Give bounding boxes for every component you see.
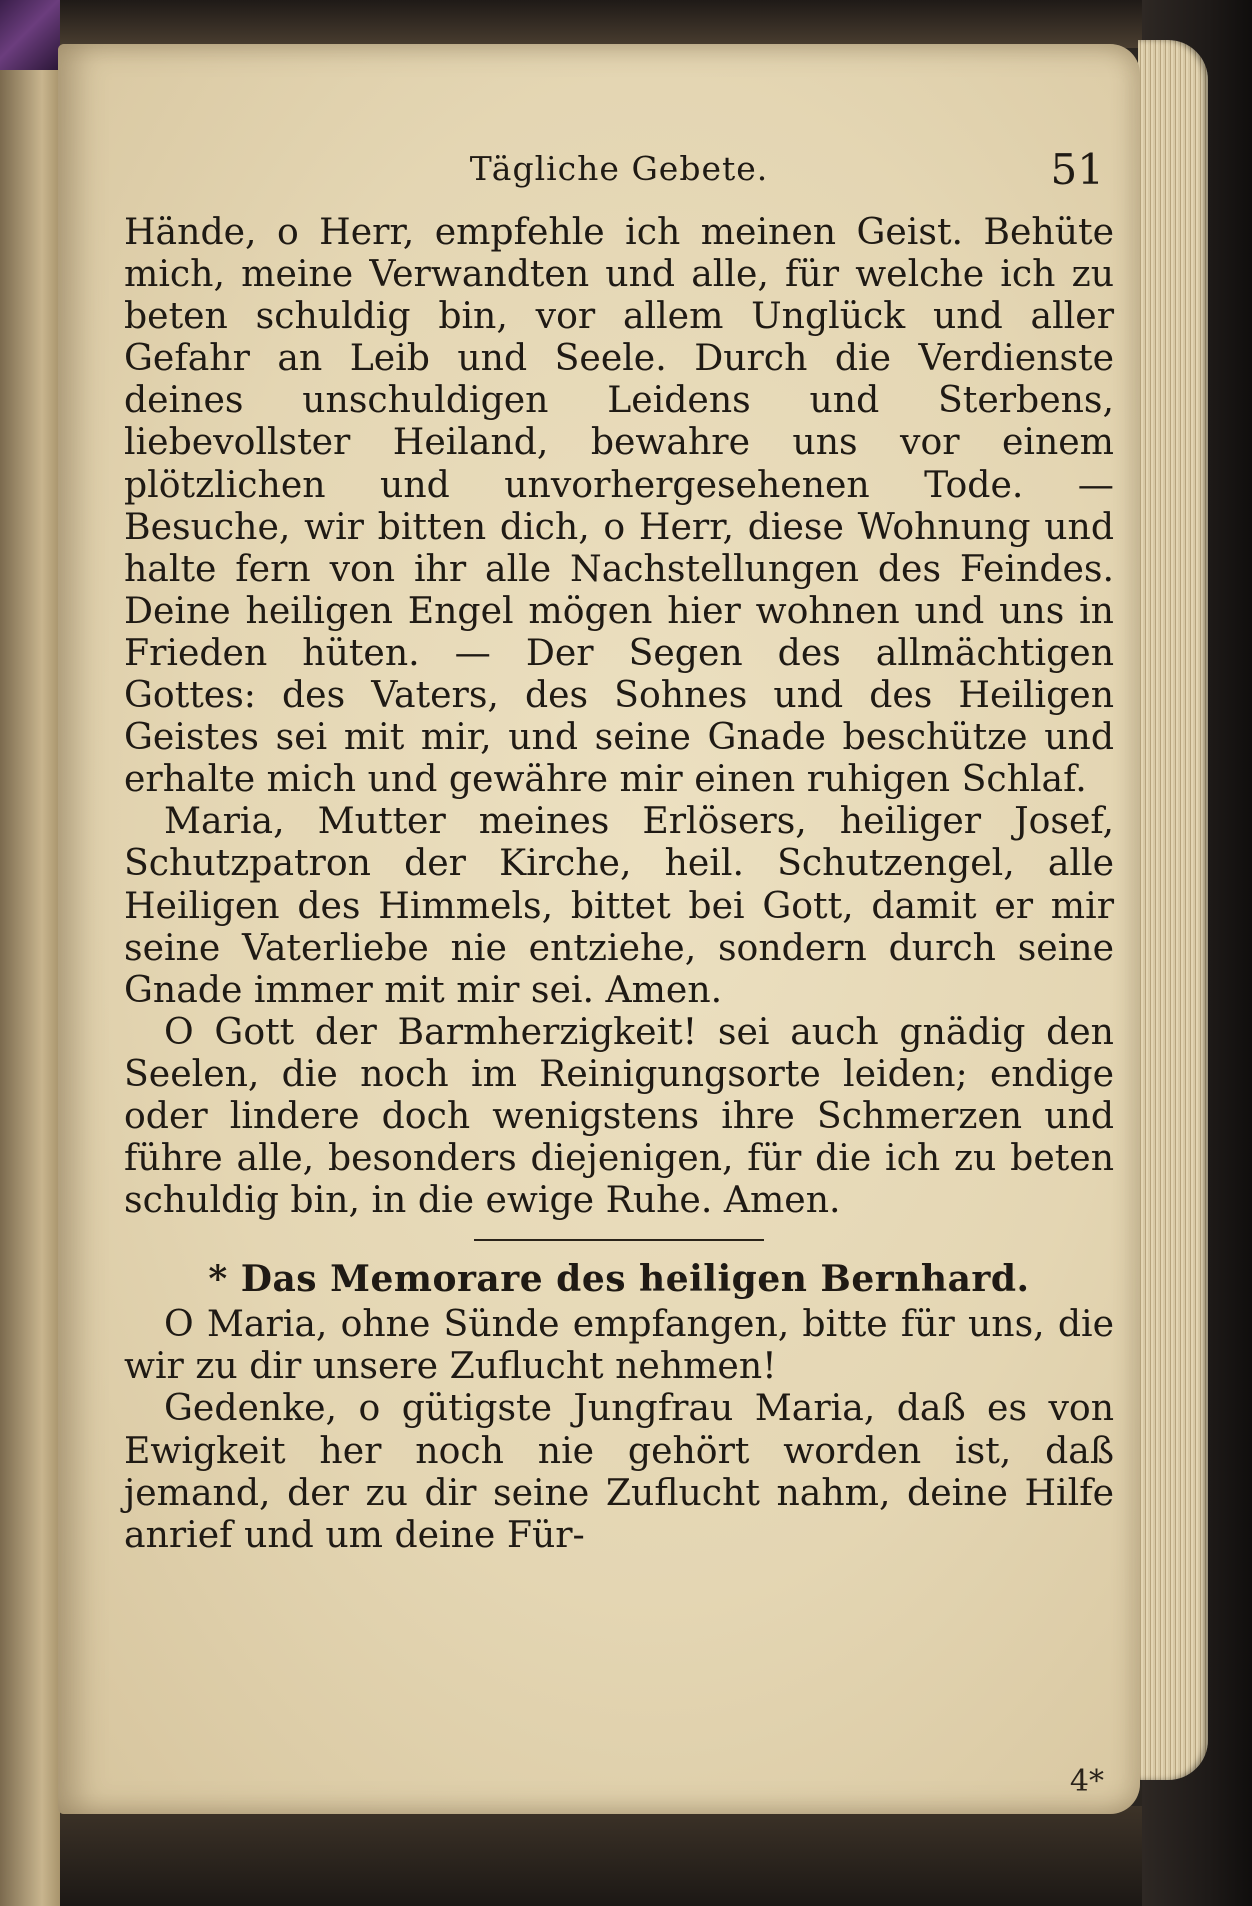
paragraph-2: Maria, Mutter meines Erlösers, heiliger Josef, Schutzpatron der Kirche, heil. Schutzengel, alle Heiligen des Himmels, bittet bei Gott, damit er mir seine Vaterliebe nie entziehe, sondern durch seine Gnade immer mit mir sei. Amen. [124, 799, 1114, 1011]
page-content [124, 145, 1114, 1556]
background-top [60, 0, 1160, 48]
section-divider [474, 1239, 764, 1241]
paragraph-3: O Gott der Barmherzigkeit! sei auch gnädig den Seelen, die noch im Reinigungsorte leiden; endige oder lindere doch wenigstens ihre Schmerzen und führe alle, besonders diejenigen, für die ich zu beten schuldig bin, in die ewige Ruhe. Amen. [124, 1009, 1114, 1222]
section-heading: * Das Memorare des heiligen Bernhard. [208, 1258, 1030, 1301]
running-head-title: Tägliche Gebete. [469, 149, 769, 188]
section-paragraph-2: Gedenke, o gütigste Jungfrau Maria, daß es von Ewigkeit her noch nie gehört worden ist, daß jemand, der zu dir seine Zuflucht nahm, deine Hilfe anrief und um deine Für- [124, 1386, 1114, 1556]
page-number: 51 [1050, 145, 1104, 194]
paragraph-1: Hände, o Herr, empfehle ich meinen Geist. Behüte mich, meine Verwandten und alle, für welche ich zu beten schuldig bin, vor allem Unglück und aller Gefahr an Leib und Seele. Durch die Verdienste deines unschuldigen Leidens und Sterbens, liebevollster Heiland, bewahre uns vor einem plötzlichen und unvorhergesehenen Tode. — Besuche, wir bitten dich, o Herr, diese Wohnung und halte fern von ihr alle Nachstellungen des Feindes. Deine heiligen Engel mögen hier wohnen und uns in Frieden hüten. — Der Segen des allmächtigen Gottes: des Vaters, des Sohnes und des Heiligen Geistes sei mit mir, und seine Gnade beschütze und erhalte mich und gewähre mir einen ruhigen Schlaf. [124, 210, 1114, 801]
previous-page-edge [0, 60, 60, 1906]
background-bottom [60, 1806, 1160, 1906]
running-head [124, 145, 1114, 211]
signature-mark: 4* [1069, 1764, 1104, 1799]
page-stack-edge [1138, 40, 1208, 1780]
book-page [58, 44, 1140, 1814]
section-paragraph-1: O Maria, ohne Sünde empfangen, bitte für uns, die wir zu dir unsere Zuflucht nehmen! [124, 1302, 1114, 1388]
body-text [124, 211, 1114, 1556]
bookmark-ribbon [0, 0, 60, 70]
